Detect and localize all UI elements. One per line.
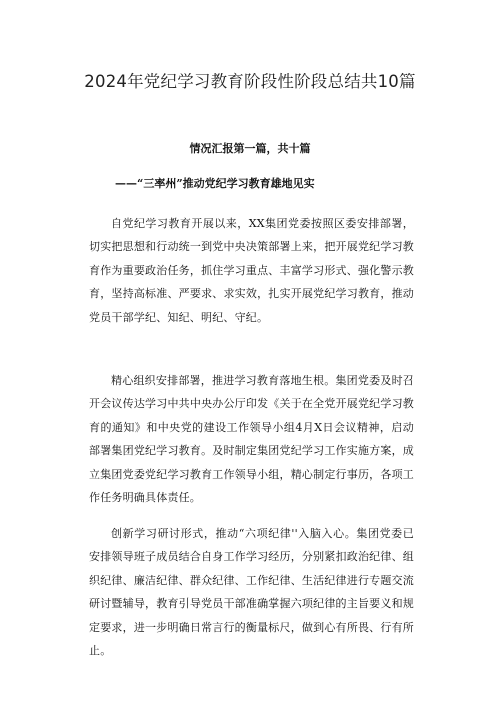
section-heading: 情况汇报第一篇，共十篇 [189, 142, 311, 155]
body-paragraph: 自党纪学习教育开展以来，XX集团党委按照区委安排部署，切实把思想和行动统一到党中央决策部署上来，把开展党纪学习教育作为重要政治任务，抓住学习重点、丰富学习形式、强化警示教育，坚持高标准、严要求、求实效，扎实开展党纪学习教育，推动党员干部学纪、知纪、明纪、守纪。 [89, 217, 414, 324]
document-title: 2024年党纪学习教育阶段性阶段总结共10篇 [84, 72, 416, 91]
body-paragraph: 精心组织安排部署，推进学习教育落地生根。集团党委及时召开会议传达学习中共中央办公厅印发《关于在全党开展党纪学习教育的通知》和中央党的建设工作领导小组4月X日会议精神，启动部署集团党纪学习教育。及时制定集团党纪学习工作实施方案，成立集团党委党纪学习教育工作领导小组，精心制定行事历，各项工作任务明确具体责任。 [89, 374, 414, 505]
section-subtitle: ——“三率州”推动党纪学习教育雄地见实 [115, 177, 315, 190]
body-paragraph: 创新学习研讨形式，推动“六项纪律''入脑入心。集团党委已安排领导班子成员结合自身工作学习经历，分别紧扣政治纪律、组织纪律、廉洁纪律、群众纪律、工作纪律、生活纪律进行专题交流研讨暨辅导，教育引导党员干部准确掌握六项纪律的主旨要义和规定要求，进一步明确日常言行的衡量标尺，做到心有所畏、行有所止。 [89, 527, 414, 658]
